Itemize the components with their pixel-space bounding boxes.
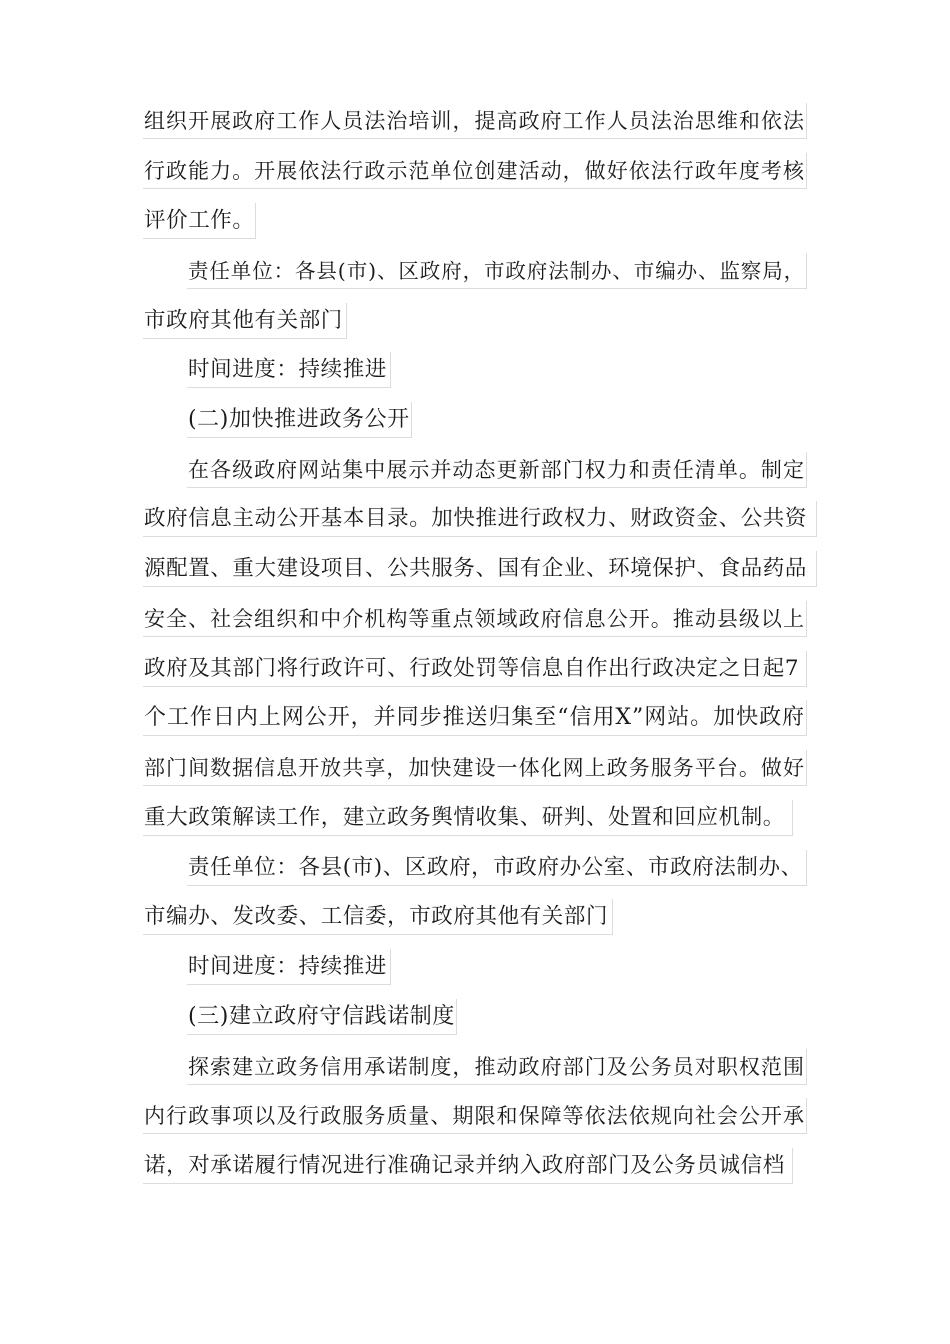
text-line: 源配置、重大建设项目、公共服务、国有企业、环境保护、食品药品 <box>143 551 817 587</box>
text-line: 责任单位：各县(市)、区政府，市政府法制办、市编办、监察局， <box>187 253 807 289</box>
text-line: 个工作日内上网公开，并同步推送归集至“信用X”网站。加快政府 <box>143 700 807 736</box>
text-line: 安全、社会组织和中介机构等重点领域政府信息公开。推动县级以上 <box>143 601 807 637</box>
text-line: 行政能力。开展依法行政示范单位创建活动，做好依法行政年度考核 <box>143 153 807 189</box>
text-line: 重大政策解读工作，建立政务舆情收集、研判、处置和回应机制。 <box>143 800 793 836</box>
text-line: 政府信息主动公开基本目录。加快推进行政权力、财政资金、公共资 <box>143 501 817 537</box>
text-line: 内行政事项以及行政服务质量、期限和保障等依法依规向社会公开承 <box>143 1098 807 1134</box>
section-heading: (三)建立政府守信践诺制度 <box>187 999 457 1035</box>
text-line: 评价工作。 <box>143 203 256 239</box>
text-line: 诺，对承诺履行情况进行准确记录并纳入政府部门及公务员诚信档 <box>143 1148 793 1184</box>
text-line: 市政府其他有关部门 <box>143 303 347 339</box>
text-line: 部门间数据信息开放共享，加快建设一体化网上政务服务平台。做好 <box>143 750 807 786</box>
text-line: 政府及其部门将行政许可、行政处罚等信息自作出行政决定之日起7 <box>143 651 807 687</box>
text-line: 组织开展政府工作人员法治培训，提高政府工作人员法治思维和依法 <box>143 103 807 139</box>
text-line: 责任单位：各县(市)、区政府，市政府办公室、市政府法制办、 <box>187 850 807 886</box>
section-heading: (二)加快推进政务公开 <box>187 402 412 438</box>
text-line: 探索建立政务信用承诺制度，推动政府部门及公务员对职权范围 <box>187 1049 807 1085</box>
text-line: 市编办、发改委、工信委，市政府其他有关部门 <box>143 899 613 935</box>
text-line: 时间进度：持续推进 <box>187 352 391 388</box>
text-line: 在各级政府网站集中展示并动态更新部门权力和责任清单。制定 <box>187 452 807 488</box>
text-line: 时间进度：持续推进 <box>187 949 391 985</box>
